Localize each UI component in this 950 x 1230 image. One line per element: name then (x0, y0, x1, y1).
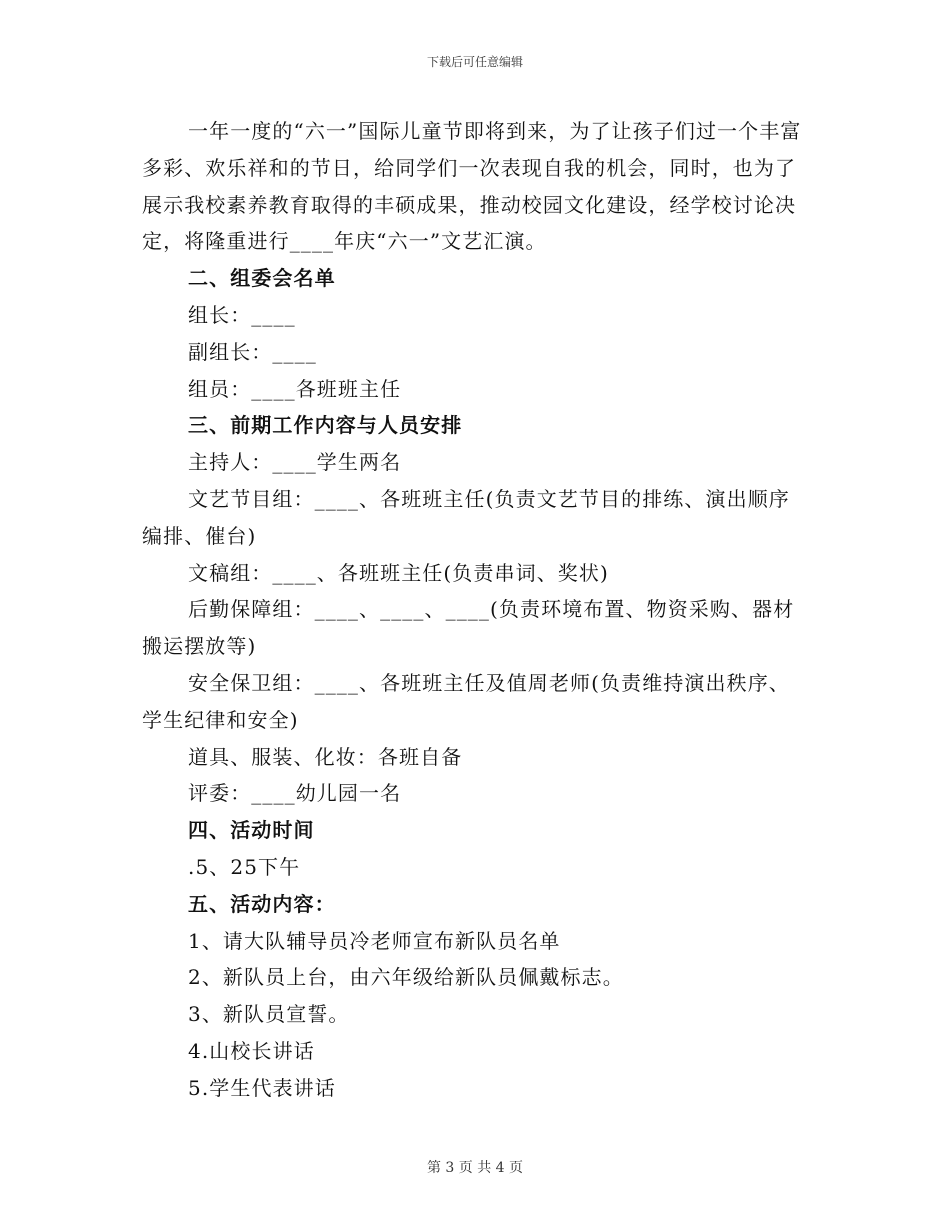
section-heading-time: 四、活动时间 (188, 818, 315, 843)
activity-item-5: 5.学生代表讲话 (188, 1075, 336, 1100)
activity-item-3: 3、新队员宣誓。 (188, 1002, 350, 1027)
section-heading-preparation: 三、前期工作内容与人员安排 (188, 413, 463, 438)
judges-line: 评委：____幼儿园一名 (188, 781, 402, 806)
host-line: 主持人：____学生两名 (188, 450, 402, 475)
document-body (142, 113, 810, 1107)
activity-item-2: 2、新队员上台，由六年级给新队员佩戴标志。 (188, 965, 624, 990)
props-line: 道具、服装、化妆：各班自备 (188, 744, 463, 769)
activity-item-4: 4.山校长讲话 (188, 1038, 315, 1063)
script-group-line: 文稿组：____、各班班主任(负责串词、奖状) (188, 560, 609, 585)
logistics-group-line: 后勤保障组：____、____、____(负责环境布置、物资采购、器材搬运摆放等) (142, 597, 795, 659)
committee-members: 组员：____各班班主任 (188, 376, 402, 401)
committee-deputy-leader: 副组长：____ (188, 339, 317, 364)
committee-leader: 组长：____ (188, 302, 296, 327)
security-group-line: 安全保卫组：____、各班班主任及值周老师(负责维持演出秩序、学生纪律和安全) (142, 670, 790, 732)
page-header: 下载后可任意编辑 (426, 55, 523, 69)
section-heading-committee: 二、组委会名单 (188, 266, 336, 291)
activity-item-1: 1、请大队辅导员冷老师宣布新队员名单 (188, 928, 561, 953)
page-number: 第 3 页 共 4 页 (426, 1160, 524, 1176)
activity-time: .5、25下午 (188, 854, 301, 879)
program-group-line: 文艺节目组：____、各班班主任(负责文艺节目的排练、演出顺序编排、催台) (142, 486, 790, 548)
section-heading-content: 五、活动内容： (188, 891, 336, 916)
intro-paragraph: 一年一度的“六一”国际儿童节即将到来，为了让孩子们过一个丰富多彩、欢乐祥和的节日，给同学们一次表现自我的机会，同时，也为了展示我校素养教育取得的丰硕成果，推动校园文化建设，经学校讨论决定，将隆重进行____年庆“六一”文艺汇演。 (142, 119, 802, 254)
